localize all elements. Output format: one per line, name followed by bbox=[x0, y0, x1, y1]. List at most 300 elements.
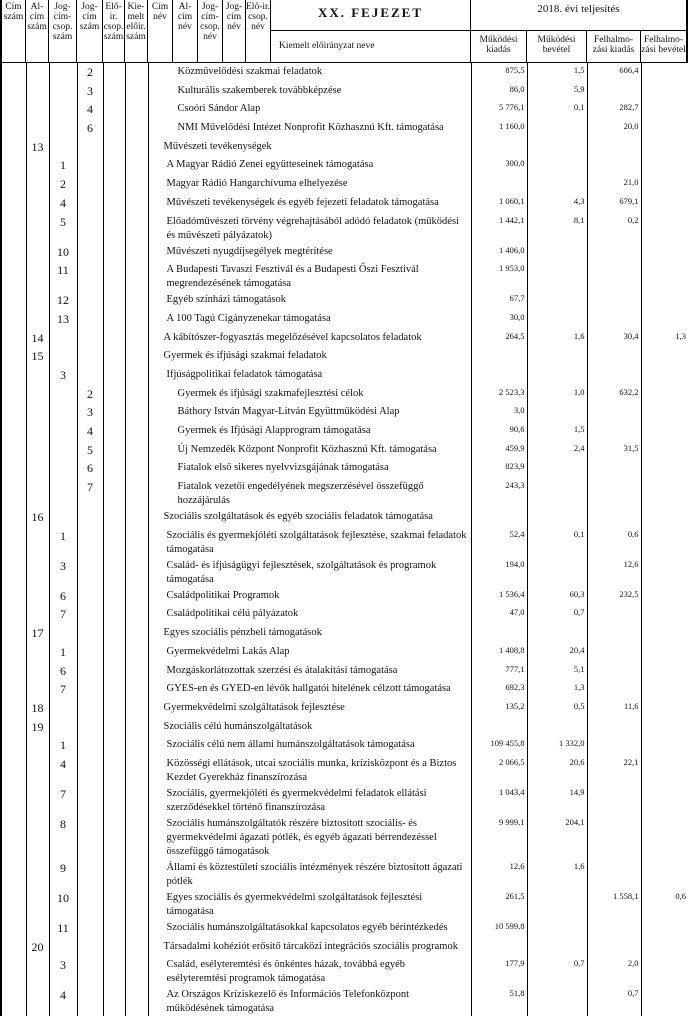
code-cim-szam bbox=[1, 100, 26, 119]
code-kiemelt-eloir-szam bbox=[125, 261, 148, 291]
code-jogcimcsop-szam: 6 bbox=[49, 587, 77, 606]
value-felhalmozasi-kiadas: 679,1 bbox=[587, 194, 641, 213]
code-cim-szam bbox=[1, 859, 26, 889]
code-alcim-szam bbox=[26, 385, 49, 404]
code-cim-szam bbox=[1, 138, 26, 157]
code-jogcimcsop-szam: 8 bbox=[49, 815, 77, 859]
table-row bbox=[1, 403, 688, 422]
value-felhalmozasi-bevetel bbox=[641, 194, 688, 213]
table-row bbox=[1, 919, 688, 938]
value-felhalmozasi-bevetel: 1,3 bbox=[641, 329, 688, 348]
value-mukodesi-kiadas bbox=[471, 624, 527, 643]
value-mukodesi-kiadas: 47,0 bbox=[471, 605, 527, 624]
value-mukodesi-bevetel: 2,4 bbox=[527, 441, 587, 460]
value-felhalmozasi-bevetel bbox=[641, 736, 688, 755]
code-alcim-szam bbox=[26, 956, 49, 986]
table-row bbox=[1, 291, 688, 310]
code-cim-szam bbox=[1, 478, 26, 508]
value-mukodesi-bevetel bbox=[527, 459, 587, 478]
code-jogcimcsop-szam: 11 bbox=[49, 919, 77, 938]
code-kiemelt-eloir-szam bbox=[125, 605, 148, 624]
code-jogcimcsop-szam bbox=[49, 63, 77, 82]
table-row bbox=[1, 557, 688, 587]
code-eloir-csop-szam bbox=[103, 194, 125, 213]
value-mukodesi-bevetel bbox=[527, 624, 587, 643]
table-row bbox=[1, 785, 688, 815]
code-cim-szam bbox=[1, 662, 26, 681]
code-jogcimcsop-szam: 6 bbox=[49, 662, 77, 681]
appropriation-name: Gyermek és Ifjúsági Alapprogram támogatása bbox=[148, 422, 471, 441]
code-kiemelt-eloir-szam bbox=[125, 82, 148, 101]
value-felhalmozasi-bevetel bbox=[641, 385, 688, 404]
code-eloir-csop-szam bbox=[103, 100, 125, 119]
table-row bbox=[1, 385, 688, 404]
code-kiemelt-eloir-szam bbox=[125, 938, 148, 957]
value-felhalmozasi-bevetel bbox=[641, 938, 688, 957]
code-alcim-szam bbox=[26, 243, 49, 262]
value-mukodesi-kiadas: 86,0 bbox=[471, 82, 527, 101]
appropriation-name: Családpolitikai Programok bbox=[148, 587, 471, 606]
value-mukodesi-kiadas: 12,6 bbox=[471, 859, 527, 889]
table-row bbox=[1, 366, 688, 385]
value-mukodesi-kiadas bbox=[471, 175, 527, 194]
value-mukodesi-bevetel bbox=[527, 291, 587, 310]
appropriation-name: A kábítószer-fogyasztás megelőzésével kapcsolatos feladatok bbox=[148, 329, 471, 348]
value-mukodesi-kiadas: 1 160,0 bbox=[471, 119, 527, 138]
value-felhalmozasi-bevetel bbox=[641, 815, 688, 859]
value-mukodesi-bevetel: 1 332,0 bbox=[527, 736, 587, 755]
code-kiemelt-eloir-szam bbox=[125, 310, 148, 329]
table-header bbox=[0, 0, 688, 63]
value-mukodesi-bevetel bbox=[527, 138, 587, 157]
code-eloir-csop-szam bbox=[103, 261, 125, 291]
code-jogcim-szam: 4 bbox=[77, 100, 103, 119]
value-mukodesi-kiadas: 243,3 bbox=[471, 478, 527, 508]
code-eloir-csop-szam bbox=[103, 986, 125, 1016]
appropriation-name: Szociális célú humánszolgáltatások bbox=[148, 718, 471, 737]
code-eloir-csop-szam bbox=[103, 527, 125, 557]
value-mukodesi-bevetel bbox=[527, 366, 587, 385]
code-jogcim-szam bbox=[77, 366, 103, 385]
code-cim-szam bbox=[1, 755, 26, 785]
value-felhalmozasi-bevetel bbox=[641, 347, 688, 366]
code-alcim-szam bbox=[26, 194, 49, 213]
code-cim-szam bbox=[1, 956, 26, 986]
value-mukodesi-bevetel: 5,9 bbox=[527, 82, 587, 101]
value-felhalmozasi-kiadas: 20,0 bbox=[587, 119, 641, 138]
code-eloir-csop-szam bbox=[103, 403, 125, 422]
code-eloir-csop-szam bbox=[103, 815, 125, 859]
table-row bbox=[1, 736, 688, 755]
code-jogcimcsop-szam bbox=[49, 403, 77, 422]
code-kiemelt-eloir-szam bbox=[125, 156, 148, 175]
code-cim-szam bbox=[1, 213, 26, 243]
code-jogcimcsop-szam: 5 bbox=[49, 213, 77, 243]
code-jogcim-szam bbox=[77, 587, 103, 606]
code-kiemelt-eloir-szam bbox=[125, 403, 148, 422]
code-eloir-csop-szam bbox=[103, 175, 125, 194]
code-jogcim-szam bbox=[77, 243, 103, 262]
appropriation-name: Szociális célú nem állami humánszolgáltatások támogatása bbox=[148, 736, 471, 755]
code-jogcim-szam: 4 bbox=[77, 422, 103, 441]
value-felhalmozasi-bevetel bbox=[641, 441, 688, 460]
code-alcim-szam bbox=[26, 422, 49, 441]
value-mukodesi-bevetel: 1,0 bbox=[527, 385, 587, 404]
code-eloir-csop-szam bbox=[103, 508, 125, 527]
code-kiemelt-eloir-szam bbox=[125, 291, 148, 310]
code-jogcim-szam bbox=[77, 527, 103, 557]
code-cim-szam bbox=[1, 347, 26, 366]
value-mukodesi-bevetel: 60,3 bbox=[527, 587, 587, 606]
value-felhalmozasi-bevetel bbox=[641, 587, 688, 606]
value-mukodesi-bevetel bbox=[527, 508, 587, 527]
code-jogcim-szam bbox=[77, 605, 103, 624]
code-kiemelt-eloir-szam bbox=[125, 859, 148, 889]
value-mukodesi-bevetel: 1,5 bbox=[527, 63, 587, 82]
value-felhalmozasi-kiadas: 2,0 bbox=[587, 956, 641, 986]
code-kiemelt-eloir-szam bbox=[125, 557, 148, 587]
value-felhalmozasi-bevetel bbox=[641, 643, 688, 662]
code-kiemelt-eloir-szam bbox=[125, 986, 148, 1016]
code-jogcim-szam bbox=[77, 261, 103, 291]
code-cim-szam bbox=[1, 736, 26, 755]
code-cim-szam bbox=[1, 385, 26, 404]
value-mukodesi-kiadas: 177,9 bbox=[471, 956, 527, 986]
appropriation-name: Művészeti tevékenységek és egyéb fejezeti feladatok támogatása bbox=[148, 194, 471, 213]
appropriation-name: Gyermek és ifjúsági szakmai feladatok bbox=[148, 347, 471, 366]
code-cim-szam bbox=[1, 986, 26, 1016]
code-kiemelt-eloir-szam bbox=[125, 624, 148, 643]
code-jogcim-szam bbox=[77, 138, 103, 157]
code-cim-szam bbox=[1, 815, 26, 859]
code-kiemelt-eloir-szam bbox=[125, 956, 148, 986]
header-eloir-csop-nev: Elő-ir. csop. név bbox=[245, 0, 270, 62]
table-row bbox=[1, 138, 688, 157]
appropriation-name: Fiatalok első sikeres nyelvvizsgájának támogatása bbox=[148, 459, 471, 478]
appropriation-name: Szociális humánszolgáltatásokkal kapcsolatos egyéb bérintézkedés bbox=[148, 919, 471, 938]
value-mukodesi-kiadas: 459,9 bbox=[471, 441, 527, 460]
value-felhalmozasi-kiadas: 22,1 bbox=[587, 755, 641, 785]
value-felhalmozasi-kiadas: 0,6 bbox=[587, 527, 641, 557]
value-mukodesi-bevetel: 4,3 bbox=[527, 194, 587, 213]
code-kiemelt-eloir-szam bbox=[125, 587, 148, 606]
code-jogcimcsop-szam: 7 bbox=[49, 605, 77, 624]
code-cim-szam bbox=[1, 718, 26, 737]
chapter-title: XX. FEJEZET bbox=[270, 0, 470, 30]
code-eloir-csop-szam bbox=[103, 329, 125, 348]
value-mukodesi-kiadas: 109 455,8 bbox=[471, 736, 527, 755]
table-row bbox=[1, 194, 688, 213]
code-jogcimcsop-szam bbox=[49, 508, 77, 527]
code-jogcim-szam: 6 bbox=[77, 459, 103, 478]
appropriation-name: Mozgáskorlátozottak szerzési és átalakítási támogatása bbox=[148, 662, 471, 681]
code-alcim-szam bbox=[26, 441, 49, 460]
value-mukodesi-kiadas: 2 066,5 bbox=[471, 755, 527, 785]
code-jogcimcsop-szam: 4 bbox=[49, 755, 77, 785]
code-jogcimcsop-szam bbox=[49, 459, 77, 478]
code-kiemelt-eloir-szam bbox=[125, 919, 148, 938]
value-felhalmozasi-bevetel bbox=[641, 366, 688, 385]
code-eloir-csop-szam bbox=[103, 785, 125, 815]
value-felhalmozasi-bevetel bbox=[641, 175, 688, 194]
code-jogcimcsop-szam bbox=[49, 329, 77, 348]
appropriation-name: Szociális humánszolgáltatók részére biztosított szociális- és gyermekvédelmi ágazati pótlék, és egyéb ágazati bérrendezéssel összefüggő támogatások bbox=[148, 815, 471, 859]
value-mukodesi-bevetel: 0,7 bbox=[527, 956, 587, 986]
header-cim-szam: Cím szám bbox=[0, 0, 25, 62]
value-felhalmozasi-kiadas: 0,7 bbox=[587, 986, 641, 1016]
code-cim-szam bbox=[1, 785, 26, 815]
code-jogcimcsop-szam: 4 bbox=[49, 986, 77, 1016]
value-felhalmozasi-bevetel bbox=[641, 605, 688, 624]
code-jogcimcsop-szam bbox=[49, 441, 77, 460]
value-mukodesi-bevetel: 1,5 bbox=[527, 422, 587, 441]
code-cim-szam bbox=[1, 261, 26, 291]
code-alcim-szam bbox=[26, 82, 49, 101]
code-jogcimcsop-szam: 2 bbox=[49, 175, 77, 194]
code-alcim-szam bbox=[26, 63, 49, 82]
table-row bbox=[1, 755, 688, 785]
code-jogcim-szam: 3 bbox=[77, 403, 103, 422]
code-kiemelt-eloir-szam bbox=[125, 138, 148, 157]
code-alcim-szam: 15 bbox=[26, 347, 49, 366]
value-mukodesi-kiadas: 10 599,8 bbox=[471, 919, 527, 938]
code-cim-szam bbox=[1, 194, 26, 213]
code-kiemelt-eloir-szam bbox=[125, 508, 148, 527]
code-kiemelt-eloir-szam bbox=[125, 119, 148, 138]
value-felhalmozasi-bevetel bbox=[641, 310, 688, 329]
code-jogcim-szam bbox=[77, 310, 103, 329]
value-mukodesi-bevetel bbox=[527, 347, 587, 366]
code-jogcimcsop-szam bbox=[49, 119, 77, 138]
code-jogcimcsop-szam: 9 bbox=[49, 859, 77, 889]
code-jogcim-szam bbox=[77, 291, 103, 310]
table-row bbox=[1, 261, 688, 291]
value-felhalmozasi-kiadas bbox=[587, 261, 641, 291]
table-row bbox=[1, 329, 688, 348]
code-alcim-szam bbox=[26, 213, 49, 243]
code-jogcim-szam bbox=[77, 194, 103, 213]
table-row bbox=[1, 156, 688, 175]
code-kiemelt-eloir-szam bbox=[125, 662, 148, 681]
code-jogcimcsop-szam: 7 bbox=[49, 785, 77, 815]
code-alcim-szam bbox=[26, 605, 49, 624]
value-mukodesi-bevetel: 1,3 bbox=[527, 680, 587, 699]
table-row bbox=[1, 527, 688, 557]
value-mukodesi-kiadas: 2 523,3 bbox=[471, 385, 527, 404]
code-eloir-csop-szam bbox=[103, 422, 125, 441]
table-row bbox=[1, 605, 688, 624]
code-alcim-szam bbox=[26, 366, 49, 385]
header-felhalmozasi-kiadas: Felhalmo-zási kiadás bbox=[586, 30, 640, 62]
value-mukodesi-kiadas: 135,2 bbox=[471, 699, 527, 718]
code-alcim-szam: 17 bbox=[26, 624, 49, 643]
value-mukodesi-kiadas: 51,8 bbox=[471, 986, 527, 1016]
value-mukodesi-kiadas bbox=[471, 938, 527, 957]
code-cim-szam bbox=[1, 605, 26, 624]
value-mukodesi-bevetel: 20,4 bbox=[527, 643, 587, 662]
code-jogcim-szam bbox=[77, 213, 103, 243]
code-eloir-csop-szam bbox=[103, 587, 125, 606]
code-jogcimcsop-szam: 1 bbox=[49, 156, 77, 175]
value-felhalmozasi-bevetel bbox=[641, 785, 688, 815]
code-jogcimcsop-szam: 7 bbox=[49, 680, 77, 699]
table-row bbox=[1, 213, 688, 243]
code-kiemelt-eloir-szam bbox=[125, 213, 148, 243]
code-jogcim-szam bbox=[77, 889, 103, 919]
appropriation-name: Egyes szociális és gyermekvédelmi szolgáltatások fejlesztési támogatása bbox=[148, 889, 471, 919]
code-eloir-csop-szam bbox=[103, 605, 125, 624]
code-jogcimcsop-szam bbox=[49, 624, 77, 643]
value-felhalmozasi-kiadas bbox=[587, 624, 641, 643]
code-kiemelt-eloir-szam bbox=[125, 441, 148, 460]
value-mukodesi-kiadas: 1 043,4 bbox=[471, 785, 527, 815]
appropriation-name: Társadalmi kohéziót erősítő tárcaközi integrációs szociális programok bbox=[148, 938, 471, 957]
code-cim-szam bbox=[1, 156, 26, 175]
code-jogcimcsop-szam: 13 bbox=[49, 310, 77, 329]
appropriation-name: Állami és köztestületi szociális intézmények részére biztosított ágazati pótlék bbox=[148, 859, 471, 889]
code-kiemelt-eloir-szam bbox=[125, 718, 148, 737]
value-mukodesi-bevetel bbox=[527, 243, 587, 262]
table-row bbox=[1, 100, 688, 119]
code-jogcimcsop-szam bbox=[49, 718, 77, 737]
code-kiemelt-eloir-szam bbox=[125, 347, 148, 366]
value-felhalmozasi-bevetel bbox=[641, 919, 688, 938]
code-jogcim-szam bbox=[77, 329, 103, 348]
appropriation-name: Új Nemzedék Központ Nonprofit Közhasznú Kft. támogatása bbox=[148, 441, 471, 460]
code-eloir-csop-szam bbox=[103, 291, 125, 310]
code-alcim-szam: 16 bbox=[26, 508, 49, 527]
code-cim-szam bbox=[1, 403, 26, 422]
code-jogcimcsop-szam: 12 bbox=[49, 291, 77, 310]
code-kiemelt-eloir-szam bbox=[125, 755, 148, 785]
code-alcim-szam: 19 bbox=[26, 718, 49, 737]
appropriation-name: Szociális és gyermekjóléti szolgáltatások fejlesztése, szakmai feladatok támogatása bbox=[148, 527, 471, 557]
code-eloir-csop-szam bbox=[103, 310, 125, 329]
value-felhalmozasi-bevetel bbox=[641, 557, 688, 587]
value-mukodesi-bevetel bbox=[527, 310, 587, 329]
code-jogcim-szam: 7 bbox=[77, 478, 103, 508]
code-jogcim-szam bbox=[77, 624, 103, 643]
value-felhalmozasi-kiadas bbox=[587, 459, 641, 478]
table-row bbox=[1, 82, 688, 101]
code-jogcimcsop-szam: 1 bbox=[49, 527, 77, 557]
header-cim-nev: Cím név bbox=[147, 0, 172, 62]
header-felhalmozasi-bevetel: Felhalmo-zási bevétel bbox=[640, 30, 688, 62]
code-kiemelt-eloir-szam bbox=[125, 699, 148, 718]
code-jogcim-szam bbox=[77, 859, 103, 889]
appropriation-name: Család- és ifjúságügyi fejlesztések, szolgáltatások és programok támogatása bbox=[148, 557, 471, 587]
value-felhalmozasi-bevetel bbox=[641, 291, 688, 310]
header-jogcimcsop-szam: Jog-cím-csop. szám bbox=[48, 0, 76, 62]
value-mukodesi-bevetel: 0,1 bbox=[527, 100, 587, 119]
code-jogcim-szam bbox=[77, 175, 103, 194]
value-mukodesi-bevetel bbox=[527, 403, 587, 422]
code-kiemelt-eloir-szam bbox=[125, 63, 148, 82]
appropriation-name: Előadóművészeti törvény végrehajtásából adódó feladatok (működési és művészeti pályázatok) bbox=[148, 213, 471, 243]
table-row bbox=[1, 643, 688, 662]
value-felhalmozasi-kiadas bbox=[587, 605, 641, 624]
code-cim-szam bbox=[1, 459, 26, 478]
value-mukodesi-kiadas: 30,0 bbox=[471, 310, 527, 329]
code-jogcimcsop-szam: 11 bbox=[49, 261, 77, 291]
code-alcim-szam bbox=[26, 310, 49, 329]
value-mukodesi-bevetel bbox=[527, 478, 587, 508]
code-jogcimcsop-szam bbox=[49, 422, 77, 441]
code-cim-szam bbox=[1, 919, 26, 938]
value-mukodesi-bevetel bbox=[527, 986, 587, 1016]
code-jogcim-szam bbox=[77, 156, 103, 175]
table-row bbox=[1, 938, 688, 957]
code-alcim-szam bbox=[26, 291, 49, 310]
appropriation-name: Magyar Rádió Hangarchívuma elhelyezése bbox=[148, 175, 471, 194]
value-felhalmozasi-kiadas bbox=[587, 291, 641, 310]
code-kiemelt-eloir-szam bbox=[125, 643, 148, 662]
value-felhalmozasi-kiadas: 30,4 bbox=[587, 329, 641, 348]
code-jogcim-szam bbox=[77, 815, 103, 859]
code-jogcim-szam: 2 bbox=[77, 385, 103, 404]
appropriation-name: Család, esélyteremtési és önkéntes házak, továbbá egyéb esélyteremtési programok támogatása bbox=[148, 956, 471, 986]
value-mukodesi-bevetel: 0,5 bbox=[527, 699, 587, 718]
code-eloir-csop-szam bbox=[103, 459, 125, 478]
value-mukodesi-bevetel bbox=[527, 175, 587, 194]
value-felhalmozasi-kiadas bbox=[587, 243, 641, 262]
value-mukodesi-bevetel bbox=[527, 261, 587, 291]
appropriation-name: Művészeti tevékenységek bbox=[148, 138, 471, 157]
code-jogcimcsop-szam: 3 bbox=[49, 366, 77, 385]
code-cim-szam bbox=[1, 680, 26, 699]
table-row bbox=[1, 859, 688, 889]
code-alcim-szam bbox=[26, 527, 49, 557]
code-jogcim-szam bbox=[77, 347, 103, 366]
code-alcim-szam: 20 bbox=[26, 938, 49, 957]
value-felhalmozasi-bevetel bbox=[641, 213, 688, 243]
appropriation-name: Fiatalok vezetői engedélyének megszerzésével összefüggő hozzájárulás bbox=[148, 478, 471, 508]
value-felhalmozasi-kiadas bbox=[587, 736, 641, 755]
value-felhalmozasi-kiadas bbox=[587, 478, 641, 508]
code-cim-szam bbox=[1, 291, 26, 310]
code-alcim-szam bbox=[26, 261, 49, 291]
code-eloir-csop-szam bbox=[103, 736, 125, 755]
code-jogcimcsop-szam: 10 bbox=[49, 243, 77, 262]
code-eloir-csop-szam bbox=[103, 643, 125, 662]
code-jogcimcsop-szam: 4 bbox=[49, 194, 77, 213]
table-row bbox=[1, 422, 688, 441]
header-alcim-nev: Al-cím név bbox=[172, 0, 197, 62]
code-cim-szam bbox=[1, 422, 26, 441]
value-felhalmozasi-kiadas bbox=[587, 138, 641, 157]
code-eloir-csop-szam bbox=[103, 478, 125, 508]
value-mukodesi-bevetel: 14,9 bbox=[527, 785, 587, 815]
header-mukodesi-bevetel: Működési bevétel bbox=[526, 30, 586, 62]
value-felhalmozasi-kiadas: 232,5 bbox=[587, 587, 641, 606]
code-alcim-szam bbox=[26, 119, 49, 138]
value-mukodesi-bevetel: 1,6 bbox=[527, 329, 587, 348]
value-mukodesi-kiadas: 823,9 bbox=[471, 459, 527, 478]
value-mukodesi-bevetel: 0,1 bbox=[527, 527, 587, 557]
value-felhalmozasi-kiadas: 632,2 bbox=[587, 385, 641, 404]
code-alcim-szam bbox=[26, 662, 49, 681]
value-felhalmozasi-bevetel bbox=[641, 662, 688, 681]
code-kiemelt-eloir-szam bbox=[125, 422, 148, 441]
table-row bbox=[1, 478, 688, 508]
table-row bbox=[1, 243, 688, 262]
appropriation-name: A Magyar Rádió Zenei együtteseinek támogatása bbox=[148, 156, 471, 175]
value-felhalmozasi-kiadas bbox=[587, 643, 641, 662]
code-jogcimcsop-szam bbox=[49, 478, 77, 508]
code-jogcim-szam bbox=[77, 919, 103, 938]
appropriations-table bbox=[0, 63, 688, 1016]
code-alcim-szam bbox=[26, 175, 49, 194]
